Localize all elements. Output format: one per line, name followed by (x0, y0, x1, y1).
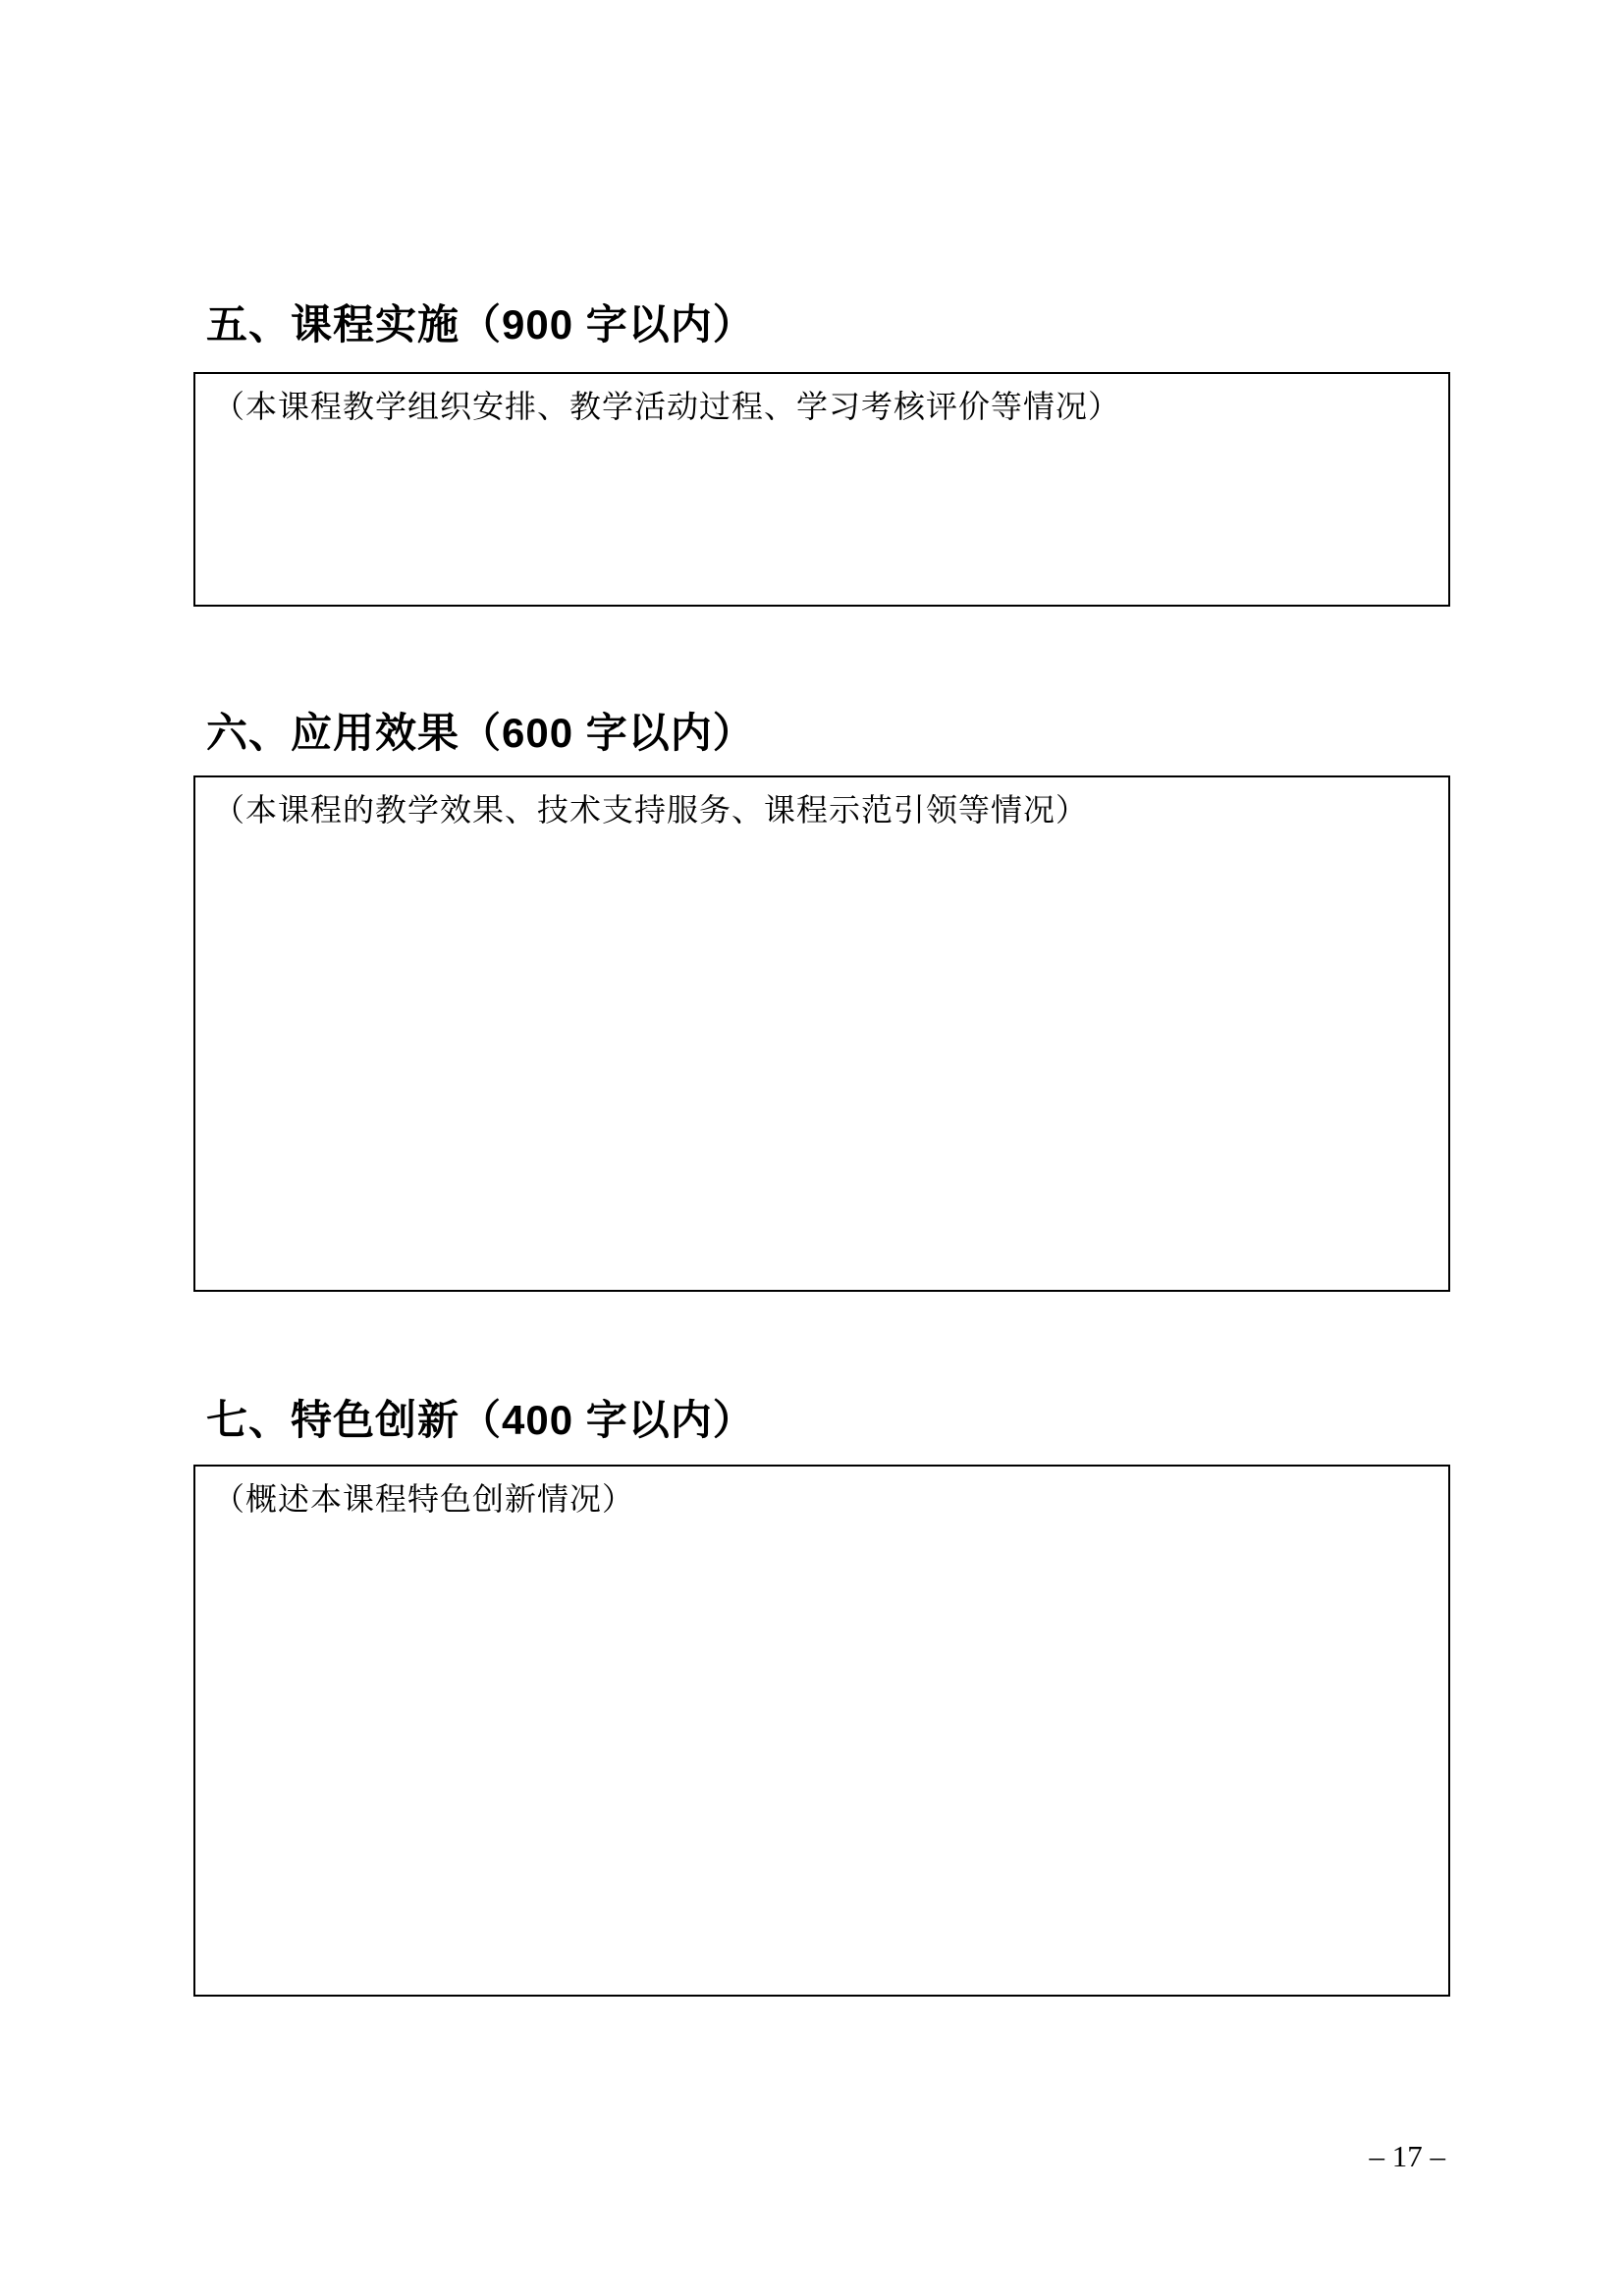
section-5-hint-text: （本课程教学组织安排、教学活动过程、学习考核评价等情况） (213, 389, 1121, 424)
section-5-answer-box (193, 372, 1450, 607)
section-6-answer-box (193, 775, 1450, 1292)
page-number: – 17 – (1369, 2139, 1445, 2173)
section-7-hint-text: （概述本课程特色创新情况） (213, 1481, 635, 1517)
section-6-hint-text: （本课程的教学效果、技术支持服务、课程示范引领等情况） (213, 792, 1089, 828)
section-5-title: 五、课程实施（900 字以内） (206, 301, 755, 347)
section-6-title: 六、应用效果（600 字以内） (206, 710, 755, 756)
section-7-answer-box (193, 1465, 1450, 1997)
section-7-title: 七、特色创新（400 字以内） (206, 1397, 755, 1443)
